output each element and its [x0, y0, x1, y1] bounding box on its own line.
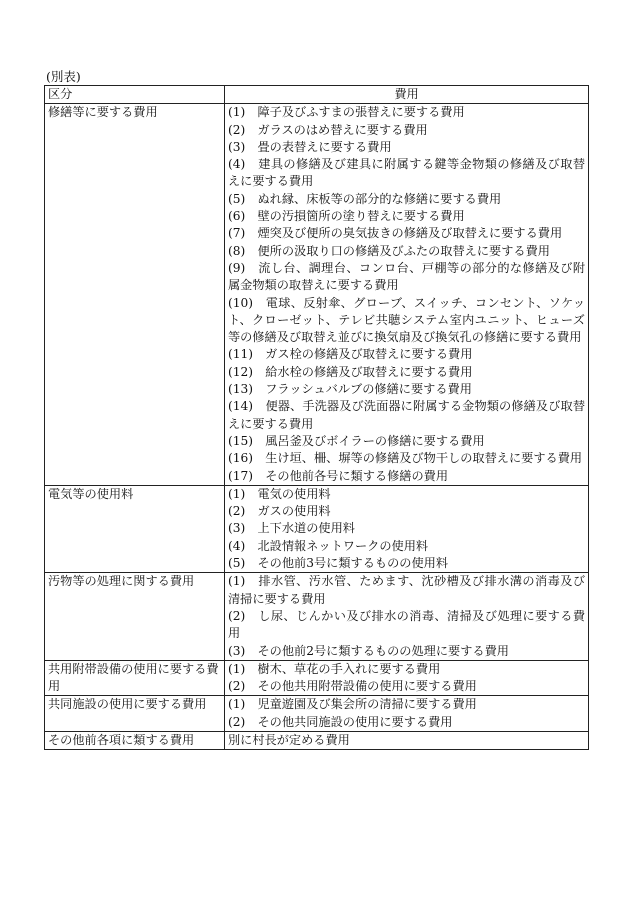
- table-row: [45, 696, 589, 732]
- category-label: 電気等の使用料: [48, 486, 134, 501]
- category-cell: [45, 485, 225, 572]
- fee-item: [228, 608, 585, 643]
- fee-item-text: ガスの使用料: [257, 504, 331, 519]
- header-fee: 費用: [225, 86, 589, 104]
- fee-item-text: その他前3号に類するものの使用料: [257, 556, 449, 571]
- fee-item-number: (2): [228, 608, 246, 623]
- fee-item-text: 排水管、汚水管、ためます、沈砂槽及び排水溝の消毒及び清掃に要する費用: [228, 574, 586, 606]
- fee-item-text: ガス栓の修繕及び取替えに要する費用: [265, 347, 473, 362]
- category-cell: [45, 573, 225, 660]
- category-cell: [45, 696, 225, 732]
- fee-item: [228, 573, 585, 608]
- fee-item: [228, 643, 585, 660]
- fee-item: [228, 661, 585, 678]
- fee-item: [228, 295, 585, 347]
- fee-item: [228, 520, 585, 537]
- fee-item-text: 障子及びふすまの張替えに要する費用: [257, 105, 465, 120]
- fee-cell: [225, 696, 589, 732]
- fee-item-number: (13): [228, 382, 254, 397]
- fee-item: [228, 225, 585, 242]
- fee-item-text: 樹木、草花の手入れに要する費用: [257, 661, 441, 676]
- fee-item-text: 煙突及び便所の臭気抜きの修繕及び取替えに要する費用: [257, 226, 563, 241]
- table-row: [45, 660, 589, 696]
- fee-item-text: 流し台、調理台、コンロ台、戸棚等の部分的な修繕及び附属金物類の取替えに要する費用: [228, 260, 586, 293]
- header-category: 区分: [45, 86, 225, 104]
- fee-item: [228, 714, 585, 731]
- fee-item-text: 別に村長が定める費用: [228, 732, 350, 747]
- fee-item: [228, 538, 585, 555]
- fee-item-number: (2): [228, 504, 246, 519]
- fee-item-number: (3): [228, 643, 246, 658]
- fee-item-text: 電球、反射傘、グローブ、スイッチ、コンセント、ソケット、クローゼット、テレビ共聴システム室内ユニット、ヒューズ等の修繕及び取替え並びに換気扇及び換気孔の修繕に要する費用: [228, 295, 586, 345]
- fee-item-number: (16): [228, 451, 254, 466]
- fee-item-number: (1): [228, 486, 246, 501]
- fee-item: [228, 139, 585, 156]
- fee-item: [228, 260, 585, 295]
- fee-item: [228, 696, 585, 713]
- fee-cell: [225, 573, 589, 660]
- table-header-row: [45, 86, 589, 104]
- fee-item: [228, 433, 585, 450]
- fee-item-text: 畳の表替えに要する費用: [257, 139, 392, 154]
- category-label: 修繕等に要する費用: [48, 105, 158, 120]
- fee-table: [44, 85, 589, 750]
- fee-item-text: その他共用附帯設備の使用に要する費用: [257, 679, 477, 694]
- fee-item-number: (10): [228, 295, 254, 310]
- fee-item-text: 生け垣、柵、塀等の修繕及び物干しの取替えに要する費用: [265, 451, 583, 466]
- fee-item: [228, 678, 585, 695]
- fee-item-number: (1): [228, 574, 246, 589]
- fee-item: [228, 381, 585, 398]
- fee-item-number: (11): [228, 347, 254, 362]
- fee-item: [228, 398, 585, 433]
- table-caption: (別表): [46, 69, 81, 84]
- category-label: その他前各項に類する費用: [48, 732, 195, 747]
- fee-item: [228, 346, 585, 363]
- fee-item-number: (2): [228, 122, 246, 137]
- fee-cell: [225, 660, 589, 696]
- fee-item-text: フラッシュバルブの修繕に要する費用: [265, 382, 472, 397]
- fee-item-text: 給水栓の修繕及び取替えに要する費用: [265, 364, 473, 379]
- fee-item-number: (3): [228, 521, 246, 536]
- fee-item-text: し尿、じんかい及び排水の消毒、清掃及び処理に要する費用: [228, 608, 586, 641]
- fee-item-number: (3): [228, 139, 246, 154]
- fee-item-number: (4): [228, 157, 246, 172]
- fee-item-number: (9): [228, 260, 246, 275]
- fee-item-number: (12): [228, 364, 254, 379]
- table-row: [45, 104, 589, 486]
- fee-item: [228, 468, 585, 485]
- fee-item-number: (5): [228, 556, 246, 571]
- fee-item-number: (2): [228, 679, 246, 694]
- category-cell: [45, 731, 225, 749]
- fee-item-number: (7): [228, 226, 246, 241]
- fee-item-text: その他前2号に類するものの処理に要する費用: [257, 643, 509, 658]
- fee-item: [228, 122, 585, 139]
- table-row: [45, 573, 589, 660]
- category-label: 共同施設の使用に要する費用: [48, 697, 207, 712]
- fee-item-number: (17): [228, 468, 254, 483]
- fee-item-number: (2): [228, 714, 246, 729]
- fee-item-number: (5): [228, 191, 246, 206]
- fee-item: [228, 364, 585, 381]
- category-label: 共用附帯設備の使用に要する費用: [48, 661, 219, 694]
- fee-item-number: (1): [228, 661, 246, 676]
- fee-item-text: 児童遊園及び集会所の清掃に要する費用: [257, 697, 477, 712]
- fee-item-number: (15): [228, 433, 254, 448]
- fee-item-number: (8): [228, 243, 246, 258]
- fee-item-number: (1): [228, 105, 246, 120]
- fee-item-text: 便器、手洗器及び洗面器に附属する金物類の修繕及び取替えに要する費用: [228, 399, 586, 431]
- category-cell: [45, 660, 225, 696]
- table-row: [45, 731, 589, 749]
- fee-item: [228, 486, 585, 503]
- document-page: [44, 69, 588, 750]
- fee-cell: [225, 104, 589, 486]
- fee-item-text: 電気の使用料: [257, 486, 331, 501]
- fee-item-number: (14): [228, 399, 254, 414]
- table-body: [45, 104, 589, 750]
- fee-item: [228, 191, 585, 208]
- fee-item-text: その他共同施設の使用に要する費用: [257, 714, 453, 729]
- fee-item: [228, 450, 585, 467]
- fee-cell: [225, 731, 589, 749]
- fee-item-number: (6): [228, 209, 246, 224]
- fee-item-text: その他前各号に類する修繕の費用: [265, 468, 449, 483]
- fee-item: [228, 104, 585, 121]
- fee-item: [228, 555, 585, 572]
- fee-item-text: 壁の汚損箇所の塗り替えに要する費用: [257, 209, 465, 224]
- fee-item-text: 建具の修繕及び建具に附属する鍵等金物類の修繕及び取替えに要する費用: [228, 157, 586, 189]
- fee-cell: [225, 485, 589, 572]
- fee-item-number: (4): [228, 538, 246, 553]
- fee-item: [228, 732, 585, 749]
- fee-item-text: 上下水道の使用料: [257, 521, 355, 536]
- fee-item: [228, 503, 585, 520]
- fee-item-text: 風呂釜及びボイラーの修繕に要する費用: [265, 433, 485, 448]
- table-row: [45, 485, 589, 572]
- fee-item-number: (1): [228, 697, 246, 712]
- fee-item-text: ガラスのはめ替えに要する費用: [257, 122, 428, 137]
- fee-item: [228, 243, 585, 260]
- category-label: 汚物等の処理に関する費用: [48, 574, 195, 589]
- category-cell: [45, 104, 225, 486]
- fee-item-text: 北設情報ネットワークの使用料: [257, 538, 429, 553]
- fee-item-text: 便所の汲取り口の修繕及びふたの取替えに要する費用: [257, 243, 550, 258]
- fee-item: [228, 208, 585, 225]
- fee-item-text: ぬれ縁、床板等の部分的な修繕に要する費用: [257, 191, 502, 206]
- fee-item: [228, 156, 585, 191]
